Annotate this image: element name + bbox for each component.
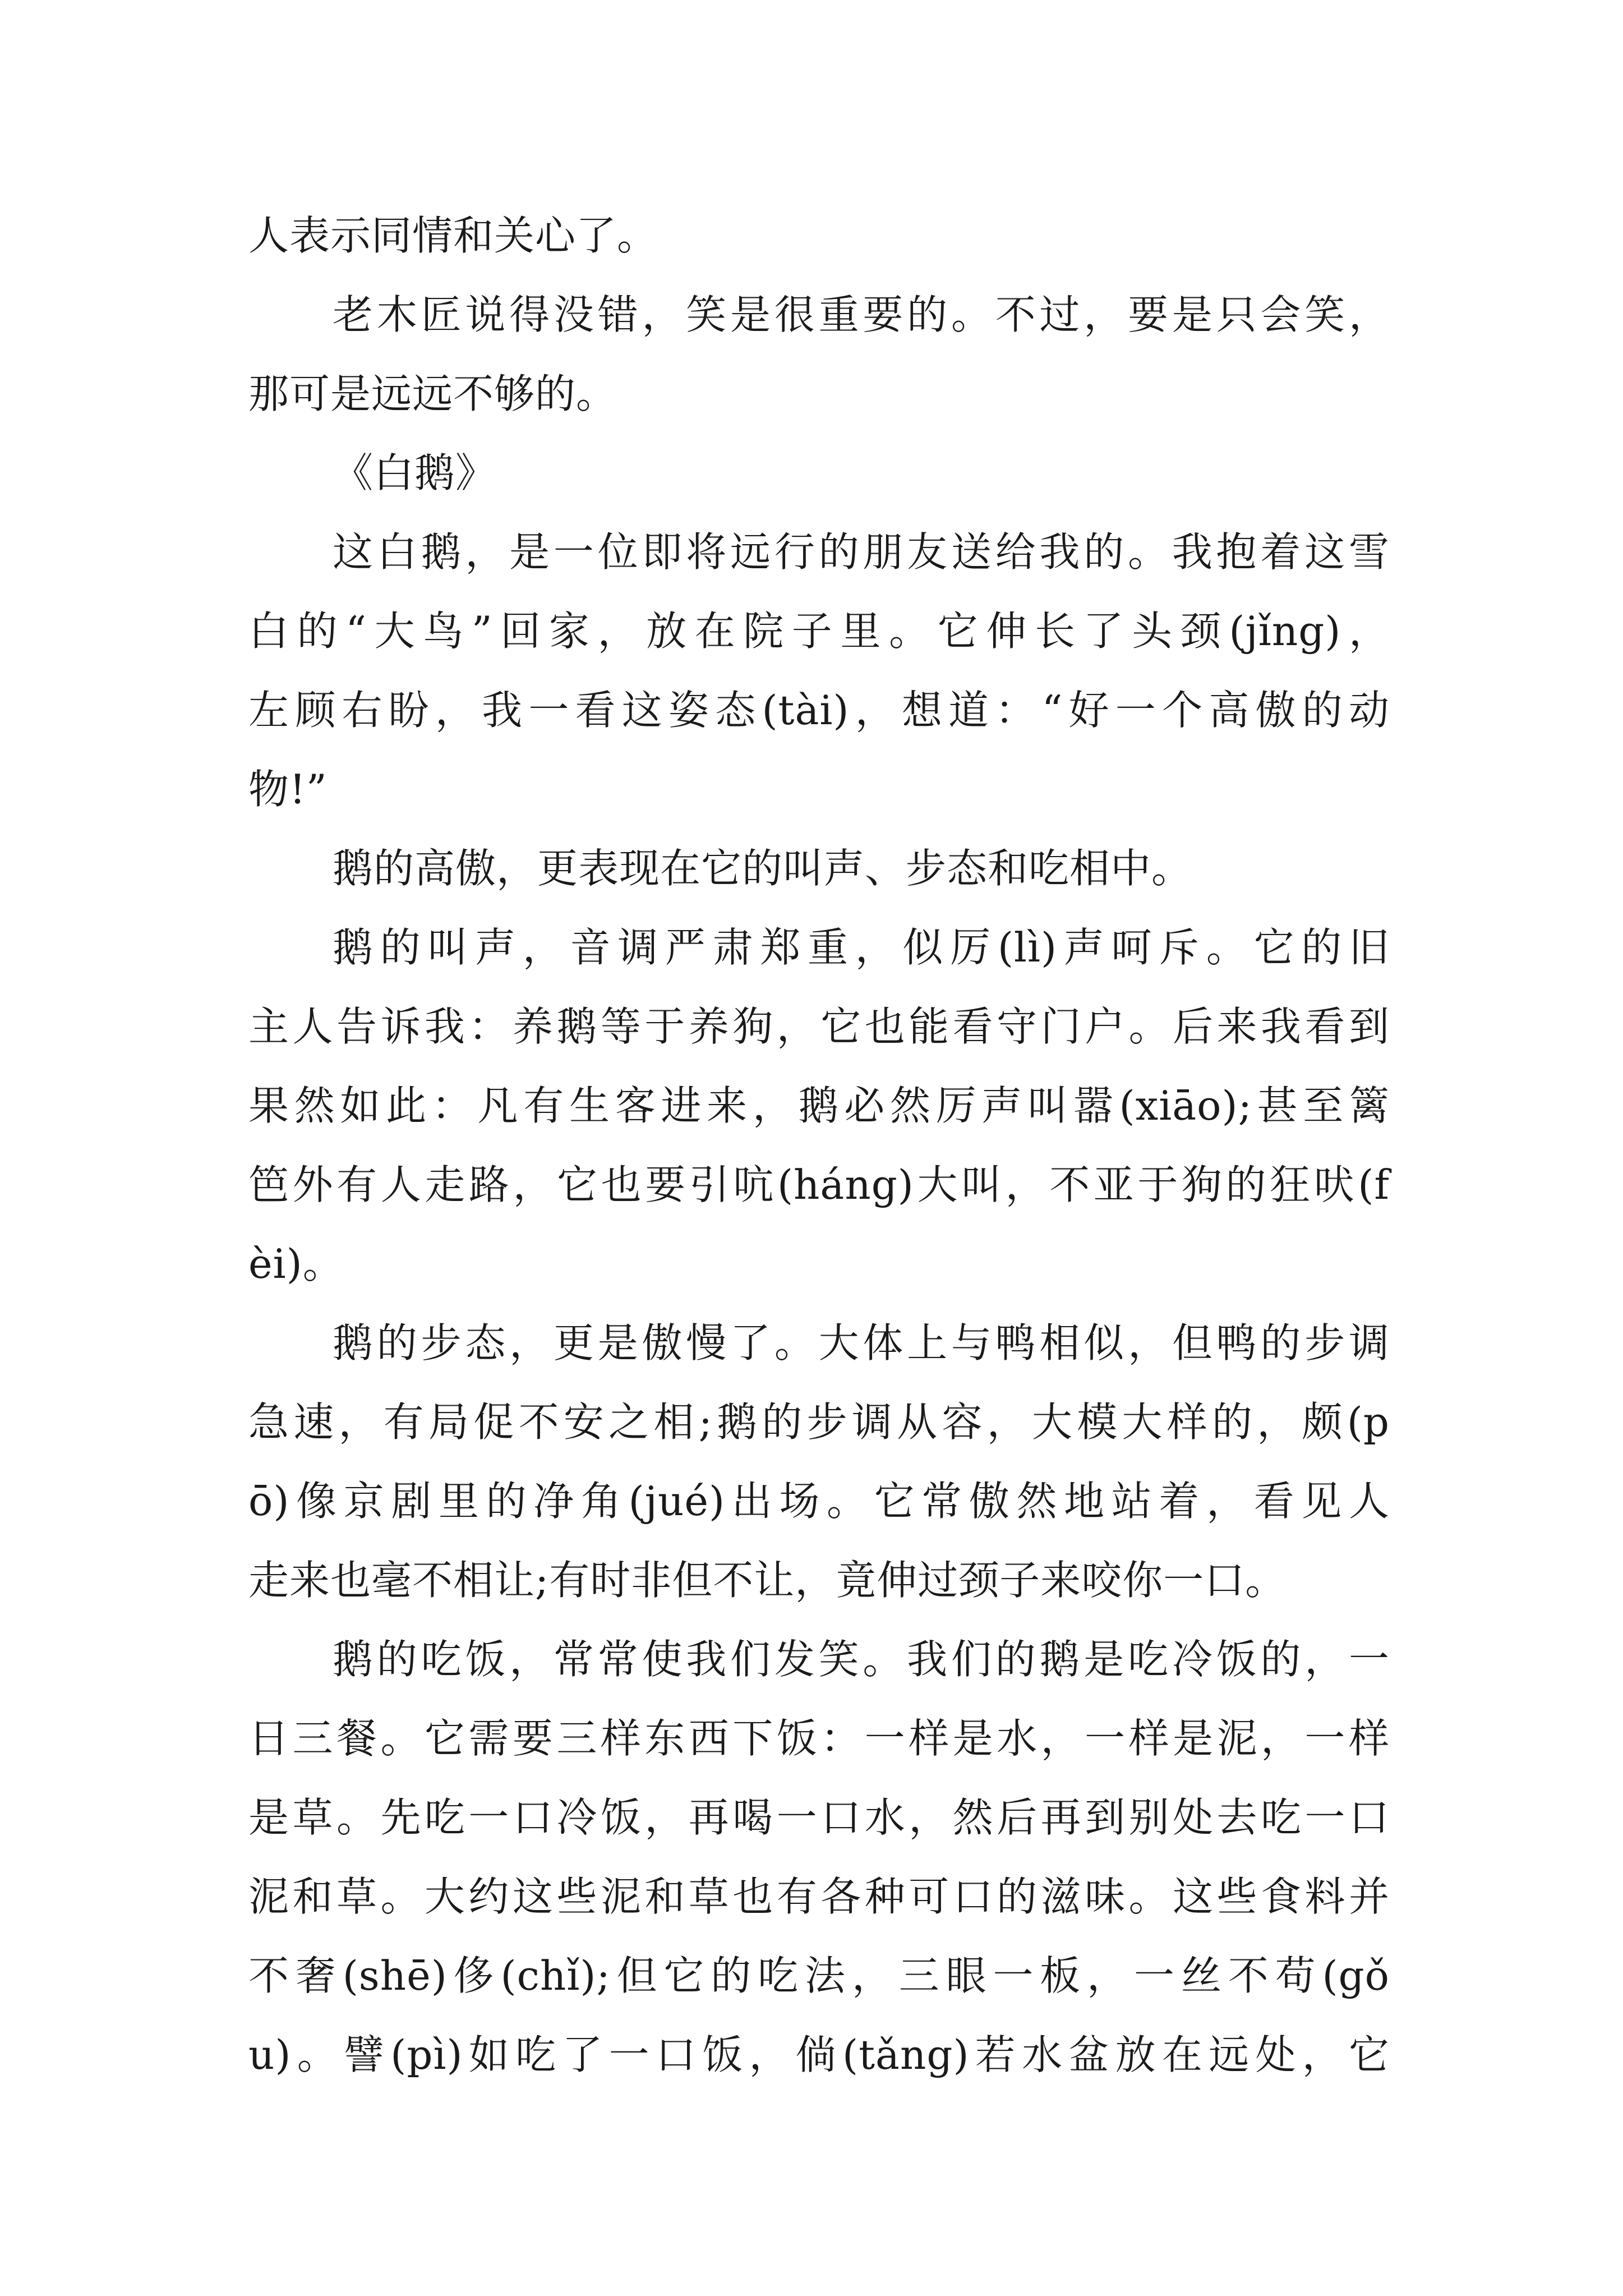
text-line: 白的“大鸟”回家，放在院子里。它伸长了头颈(jǐng)， <box>248 608 1390 655</box>
text-line: 是草。先吃一口冷饭，再喝一口水，然后再到别处去吃一口 <box>248 1794 1390 1841</box>
text-line: èi)。 <box>248 1240 344 1287</box>
text-line: 急速，有局促不安之相;鹅的步调从容，大模大样的，颇(p <box>248 1398 1390 1446</box>
text-line: 不奢(shē)侈(chǐ);但它的吃法，三眼一板，一丝不苟(gǒ <box>248 1952 1390 1999</box>
paragraph-first-line: 老木匠说得没错，笑是很重要的。不过，要是只会笑， <box>333 291 1390 338</box>
paragraph-first-line: 这白鹅，是一位即将远行的朋友送给我的。我抱着这雪 <box>333 528 1390 576</box>
text-line: 果然如此：凡有生客进来，鹅必然厉声叫嚣(xiāo);甚至篱 <box>248 1082 1390 1129</box>
text-line: 主人告诉我：养鹅等于养狗，它也能看守门户。后来我看到 <box>248 1003 1390 1050</box>
paragraph-first-line: 鹅的步态，更是傲慢了。大体上与鸭相似，但鸭的步调 <box>333 1319 1390 1366</box>
text-line: 走来也毫不相让;有时非但不让，竟伸过颈子来咬你一口。 <box>248 1557 1287 1604</box>
paragraph-first-line: 鹅的叫声，音调严肃郑重，似厉(lì)声呵斥。它的旧 <box>333 924 1390 971</box>
paragraph-first-line: 《白鹅》 <box>333 449 497 496</box>
text-line: 泥和草。大约这些泥和草也有各种可口的滋味。这些食料并 <box>248 1873 1390 1920</box>
text-line: 人表示同情和关心了。 <box>248 212 658 259</box>
paragraph-first-line: 鹅的高傲，更表现在它的叫声、步态和吃相中。 <box>333 845 1193 892</box>
text-line: 笆外有人走路，它也要引吭(háng)大叫，不亚于狗的狂吠(f <box>248 1161 1390 1208</box>
paragraph-first-line: 鹅的吃饭，常常使我们发笑。我们的鹅是吃冷饭的，一 <box>333 1636 1390 1683</box>
text-line: 左顾右盼，我一看这姿态(tài)，想道：“好一个高傲的动 <box>248 687 1390 734</box>
body-text <box>248 196 1390 2095</box>
text-line: ō)像京剧里的净角(jué)出场。它常傲然地站着，看见人 <box>248 1478 1390 1525</box>
text-line: 那可是远远不够的。 <box>248 370 617 417</box>
text-line: u)。譬(pì)如吃了一口饭，倘(tǎng)若水盆放在远处，它 <box>248 2031 1390 2078</box>
text-line: 物!” <box>248 766 328 813</box>
text-line: 日三餐。它需要三样东西下饭：一样是水，一样是泥，一样 <box>248 1715 1390 1762</box>
